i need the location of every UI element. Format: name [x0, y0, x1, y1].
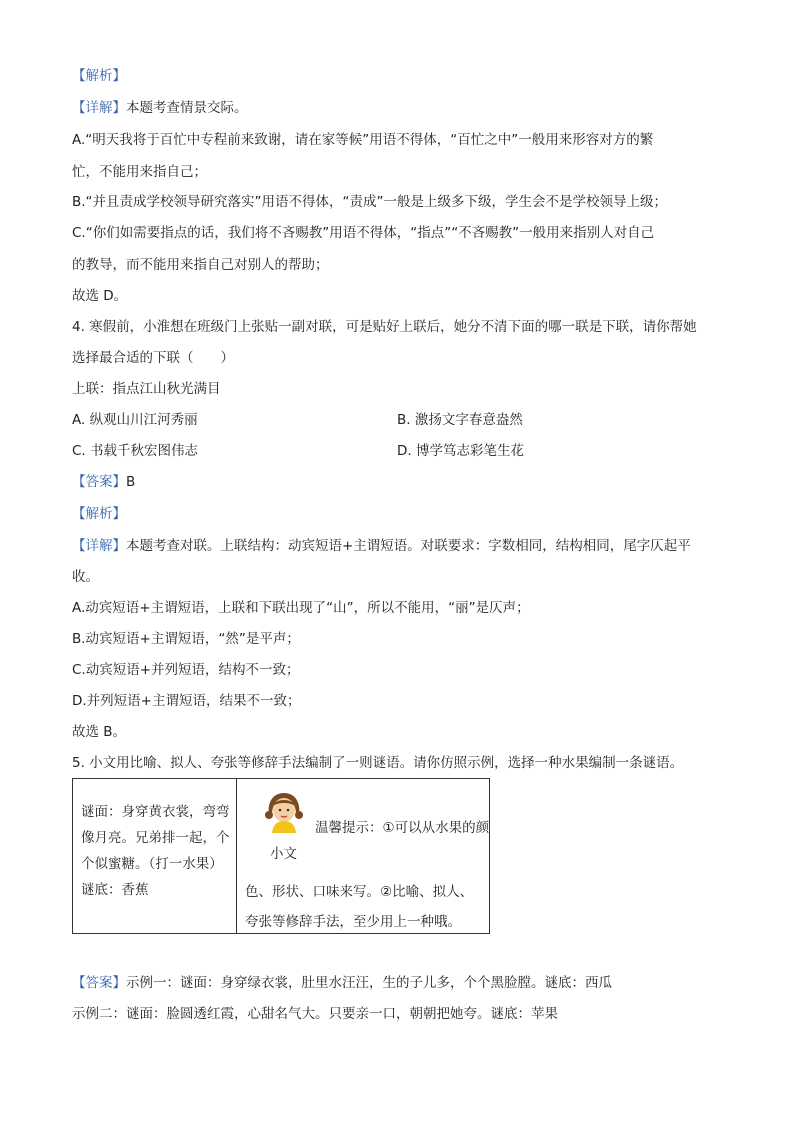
question-4-stem-cont: 选择最合适的下联（ ） [72, 350, 234, 366]
option-c-explanation: C.“你们如需要指点的话，我们将不吝赐教”用语不得体，“指点”“不吝赐教”一般用来指别人对自己 [72, 225, 655, 241]
tip-text-cont: 色、形状、口味来写。②比喻、拟人、夸张等修辞手法，至少用上一种哦。 [245, 884, 474, 930]
conclusion-q4: 故选 B。 [72, 724, 127, 740]
option-c-explanation-cont: 的教导，而不能用来指自己对别人的帮助； [72, 257, 329, 273]
option-a: A. 纵观山川江河秀丽 [72, 412, 198, 428]
riddle-table [72, 778, 490, 934]
detail-label: 【详解】 [72, 100, 126, 116]
analysis-label: 【解析】 [72, 68, 126, 84]
tip-text: 温馨提示：①可以从水果的颜 [315, 820, 490, 836]
option-c-analysis: C.动宾短语+并列短语，结构不一致； [72, 662, 300, 678]
option-a-explanation: A.“明天我将于百忙中专程前来致谢，请在家等候”用语不得体，“百忙之中”一般用来形容对方的繁 [72, 132, 654, 148]
riddle-example-cell: 谜面：身穿黄衣裳，弯弯像月亮。兄弟排一起，个个似蜜糖。（打一水果）谜底：香蕉 [81, 804, 230, 898]
answer-example-2: 示例二：谜面：脸圆透红霞，心甜名气大。只要亲一口，朝朝把她夸。谜底：苹果 [72, 1006, 558, 1022]
option-a-explanation-cont: 忙，不能用来指自己； [72, 164, 207, 180]
detail-text: 本题考查情景交际。 [126, 100, 248, 116]
answer-example-1: 示例一：谜面：身穿绿衣裳，肚里水汪汪，生的子儿多，个个黑脸膛。谜底：西瓜 [126, 975, 612, 991]
option-b: B. 激扬文字春意盎然 [397, 412, 523, 428]
question-4-stem: 4. 寒假前，小淮想在班级门上张贴一副对联，可是贴好上联后，她分不清下面的哪一联是下联，请你帮她 [72, 319, 697, 335]
table-divider [236, 779, 237, 933]
answer-example-1-line [72, 974, 612, 992]
detail-paragraph-q4 [72, 537, 691, 555]
answer-line [72, 473, 135, 491]
option-d: D. 博学笃志彩笔生花 [397, 443, 524, 459]
character-name: 小文 [270, 846, 297, 862]
detail-text-q4: 本题考查对联。上联结构：动宾短语+主谓短语。对联要求：字数相同，结构相同，尾字仄起平 [126, 538, 691, 554]
answer-label: 【答案】 [72, 474, 126, 490]
answer-value: B [126, 474, 136, 490]
question-5-stem: 5. 小文用比喻、拟人、夸张等修辞手法编制了一则谜语。请你仿照示例，选择一种水果编制一条谜语。 [72, 755, 684, 771]
detail-label-q4: 【详解】 [72, 538, 126, 554]
girl-avatar-icon [262, 789, 306, 833]
option-d-analysis: D.并列短语+主谓短语，结果不一致； [72, 693, 301, 709]
conclusion: 故选 D。 [72, 288, 128, 304]
upper-couplet: 上联：指点江山秋光满目 [72, 381, 221, 397]
answer-label-q5: 【答案】 [72, 975, 126, 991]
option-a-analysis: A.动宾短语+主谓短语，上联和下联出现了“山”，所以不能用，“丽”是仄声； [72, 600, 530, 616]
option-c: C. 书载千秋宏图伟志 [72, 443, 199, 459]
analysis-label-q4: 【解析】 [72, 506, 126, 522]
detail-paragraph [72, 99, 248, 117]
option-b-analysis: B.动宾短语+主谓短语，“然”是平声； [72, 631, 300, 647]
option-b-explanation: B.“并且责成学校领导研究落实”用语不得体，“责成”一般是上级多下级，学生会不是学校领导上级； [72, 194, 668, 210]
detail-text-q4-cont: 收。 [72, 569, 99, 585]
